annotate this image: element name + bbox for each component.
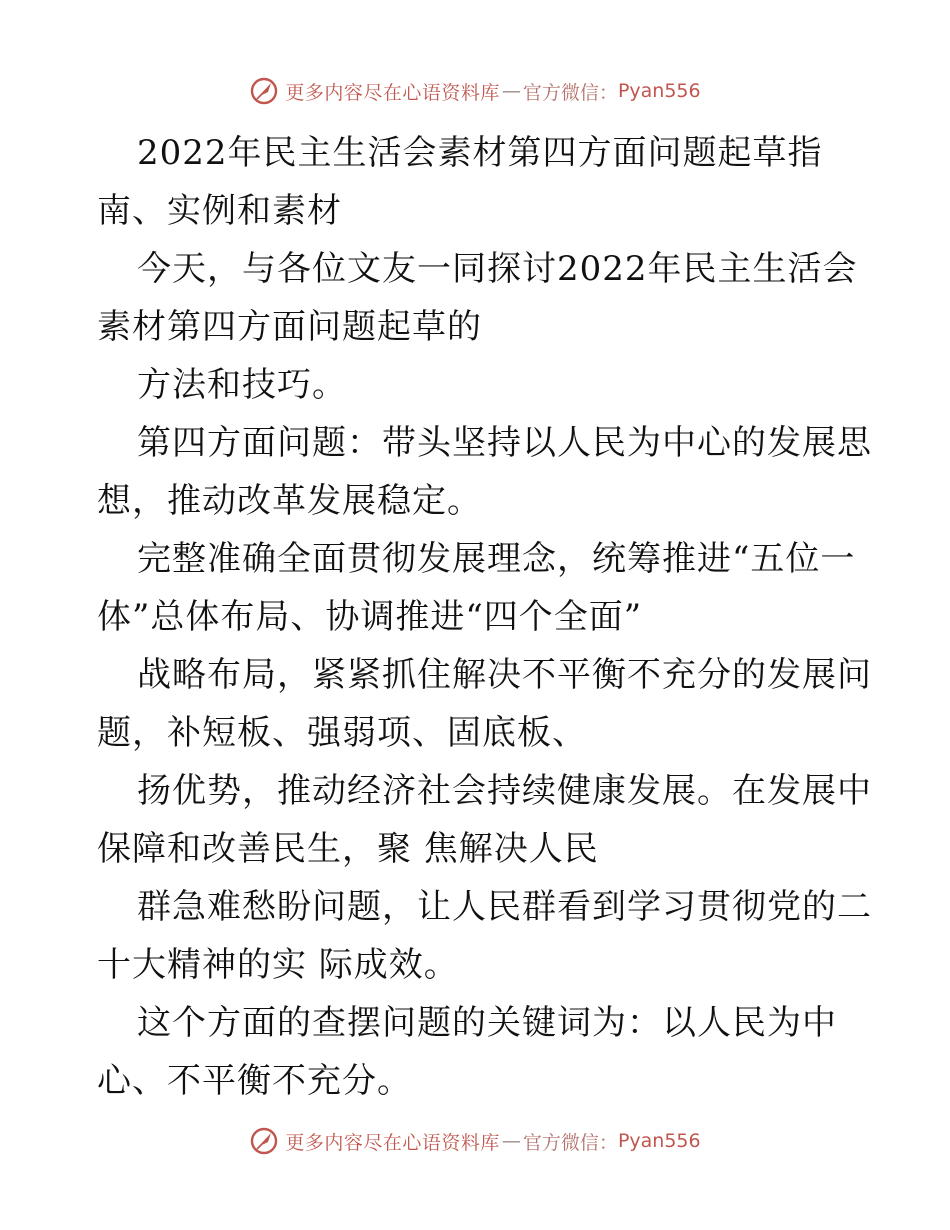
text-line: 保障和改善民生，聚 焦解决人民 bbox=[97, 829, 599, 869]
text-line: 完整准确全面贯彻发展理念，统筹推进“五位一 bbox=[137, 539, 856, 579]
text-line: 体”总体布局、协调推进“四个全面” bbox=[97, 597, 643, 637]
text-line: 群急难愁盼问题，让人民群看到学习贯彻党的二 bbox=[137, 887, 872, 927]
document-body bbox=[97, 124, 872, 1110]
watermark-wechat-id: Pyan556 bbox=[617, 1130, 701, 1152]
quill-logo-icon bbox=[249, 76, 279, 106]
text-line: 第四方面问题：带头坚持以人民为中心的发展思 bbox=[137, 423, 872, 463]
header-watermark bbox=[0, 71, 950, 111]
footer-watermark bbox=[0, 1121, 950, 1161]
text-line: 扬优势，推动经济社会持续健康发展。在发展中 bbox=[137, 771, 872, 811]
watermark-dash: — bbox=[501, 1130, 521, 1152]
text-line: 素材第四方面问题起草的 bbox=[97, 307, 482, 347]
text-line: 十大精神的实 际成效。 bbox=[97, 945, 459, 985]
text-line: 想，推动改革发展稳定。 bbox=[97, 481, 482, 521]
watermark-dash: — bbox=[501, 80, 521, 102]
watermark-wechat-id: Pyan556 bbox=[617, 80, 701, 102]
watermark-wechat-label: 官方微信： bbox=[522, 1131, 618, 1154]
text-line: 心、不平衡不充分。 bbox=[97, 1061, 412, 1101]
text-line: 2022年民主生活会素材第四方面问题起草指 bbox=[137, 133, 823, 173]
text-line: 这个方面的查摆问题的关键词为：以人民为中 bbox=[137, 1003, 837, 1043]
text-line: 题，补短板、强弱项、固底板、 bbox=[97, 713, 587, 753]
text-line: 今天，与各位文友一同探讨2022年民主生活会 bbox=[137, 249, 858, 289]
quill-logo-icon bbox=[249, 1126, 279, 1156]
text-line: 战略布局，紧紧抓住解决不平衡不充分的发展问 bbox=[137, 655, 872, 695]
text-line: 方法和技巧。 bbox=[137, 365, 347, 405]
text-line: 南、实例和素材 bbox=[97, 191, 342, 231]
watermark-wechat-label: 官方微信： bbox=[522, 81, 618, 104]
watermark-site-text: 更多内容尽在心语资料库 bbox=[285, 81, 500, 104]
watermark-site-text: 更多内容尽在心语资料库 bbox=[285, 1131, 500, 1154]
